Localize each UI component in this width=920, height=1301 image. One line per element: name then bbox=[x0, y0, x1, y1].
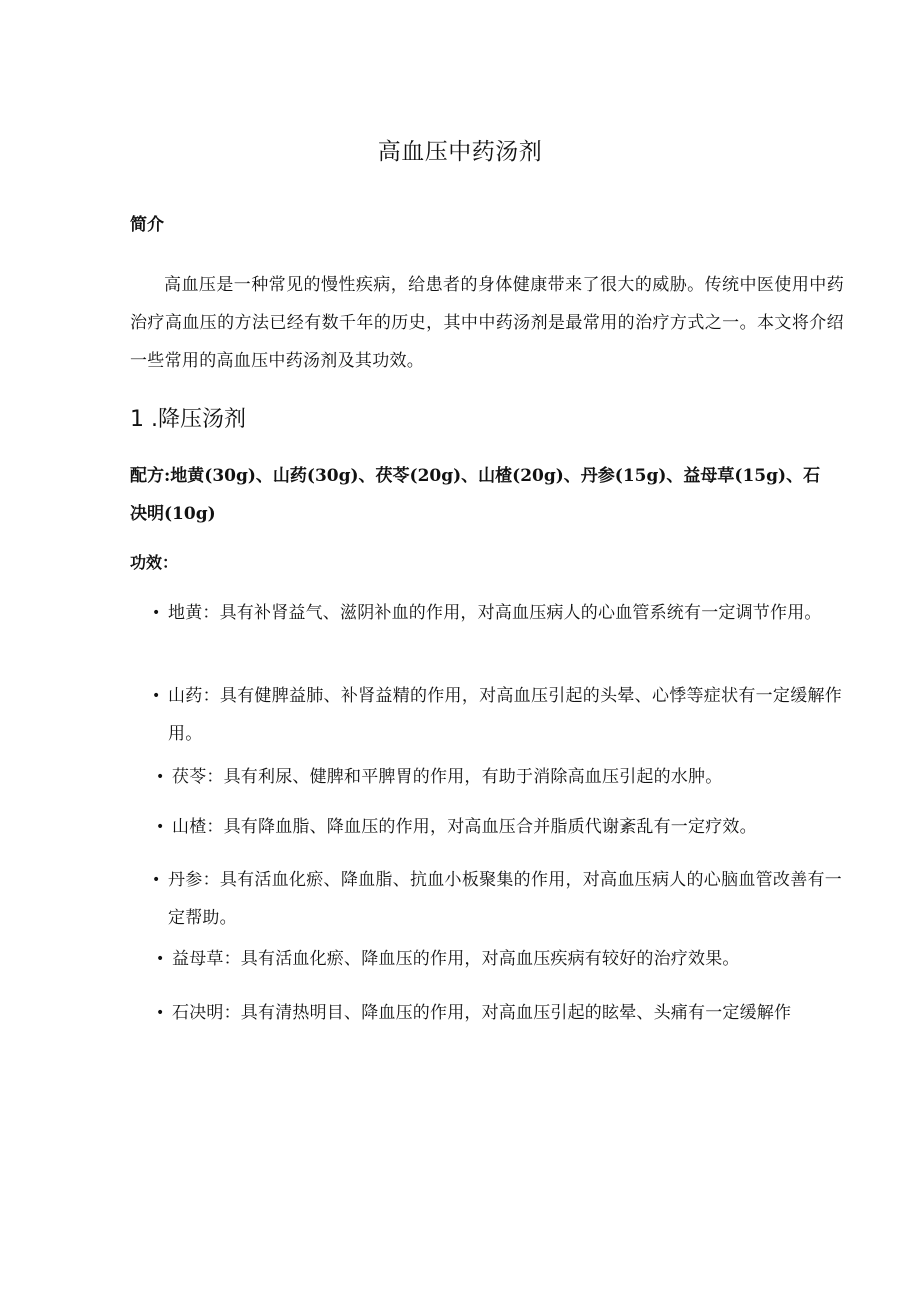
bullet-icon: • bbox=[156, 819, 165, 835]
effects-label: 功效： bbox=[130, 553, 179, 572]
intro-heading: 简介 bbox=[130, 215, 164, 235]
intro-paragraph: 高血压是一种常见的慢性疾病，给患者的身体健康带来了很大的威胁。传统中医使用中药治疗高血压的方法已经有数千年的历史，其中中药汤剂是最常用的治疗方式之一。本文将介绍一些常用的高血压中药汤剂及其功效。 bbox=[130, 275, 844, 371]
document-title: 高血压中药汤剂 bbox=[377, 139, 543, 165]
bullet-icon: • bbox=[156, 1005, 165, 1021]
list-item-text: 山药：具有健脾益肺、补肾益精的作用，对高血压引起的头晕、心悸等症状有一定缓解作用。 bbox=[168, 686, 842, 744]
formula-label: 配方: bbox=[130, 466, 171, 486]
list-item-text: 石决明：具有清热明目、降血压的作用，对高血压引起的眩晕、头痛有一定缓解作 bbox=[172, 1003, 792, 1023]
list-item bbox=[152, 861, 842, 937]
bullet-icon: • bbox=[156, 769, 165, 785]
list-item-text: 益母草：具有活血化瘀、降血压的作用，对高血压疾病有较好的治疗效果。 bbox=[172, 949, 740, 969]
list-item-text: 茯苓：具有利尿、健脾和平脾胃的作用，有助于消除高血压引起的水肿。 bbox=[172, 767, 723, 787]
list-item bbox=[152, 677, 842, 753]
list-item bbox=[152, 594, 842, 632]
list-item bbox=[156, 994, 842, 1032]
list-item bbox=[156, 758, 842, 796]
formula-items: 地黄(30g)、山药(30g)、茯苓(20g)、山楂(20g)、丹参(15g)、益母草(15g)、石决明(10g) bbox=[130, 466, 821, 524]
bullet-icon: • bbox=[152, 688, 161, 704]
list-item-text: 山楂：具有降血脂、降血压的作用，对高血压合并脂质代谢紊乱有一定疗效。 bbox=[172, 817, 757, 837]
section-heading: 1 .降压汤剂 bbox=[130, 407, 246, 432]
list-item bbox=[156, 940, 842, 978]
list-item-text: 地黄：具有补肾益气、滋阴补血的作用，对高血压病人的心血管系统有一定调节作用。 bbox=[168, 603, 822, 623]
list-item-text: 丹参：具有活血化瘀、降血脂、抗血小板聚集的作用，对高血压病人的心脑血管改善有一定帮助。 bbox=[168, 870, 842, 928]
bullet-icon: • bbox=[152, 605, 161, 621]
formula-line bbox=[130, 457, 830, 533]
bullet-icon: • bbox=[152, 872, 161, 888]
list-item bbox=[156, 808, 842, 846]
bullet-icon: • bbox=[156, 951, 165, 967]
